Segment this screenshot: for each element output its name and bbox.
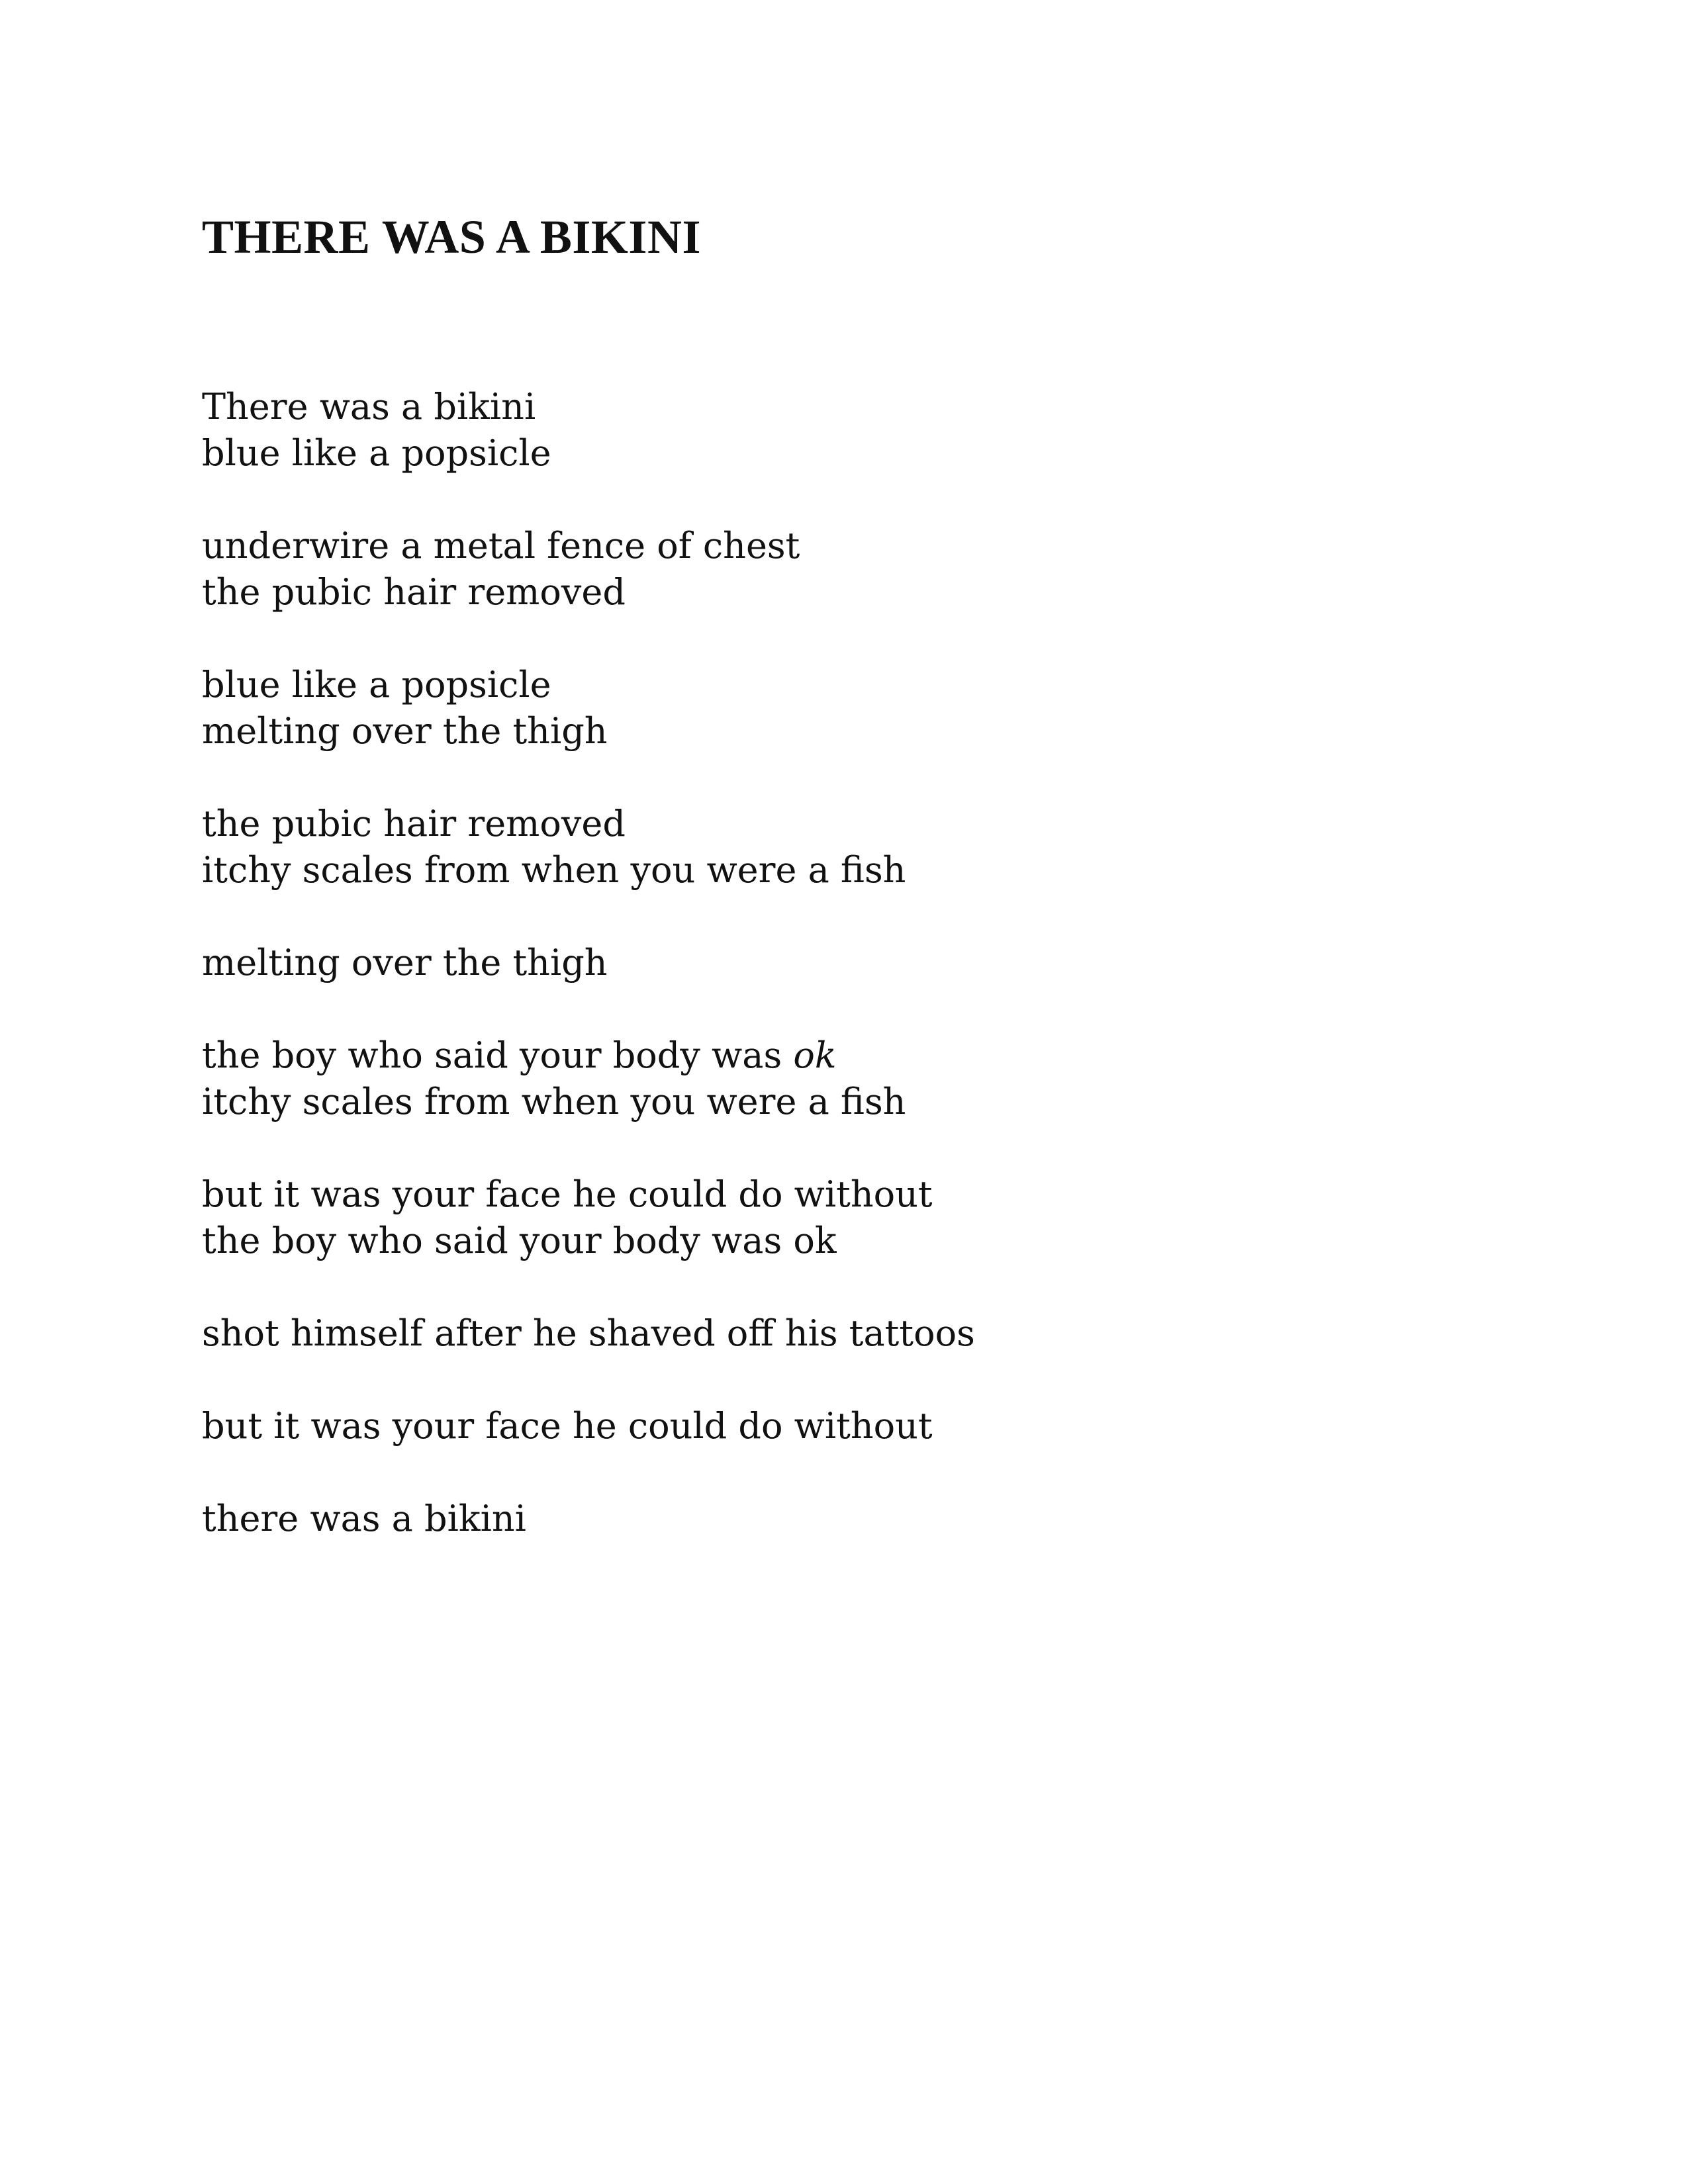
poem-line: blue like a popsicle (202, 664, 551, 705)
stanza (202, 940, 1592, 986)
poem-line: there was a bikini (202, 1498, 526, 1539)
poem-line: There was a bikini (202, 386, 536, 428)
poem-body (202, 384, 1592, 1588)
poem-line: but it was your face he could do without (202, 1405, 933, 1447)
stanza (202, 1310, 1592, 1357)
stanza (202, 384, 1592, 477)
poem-line-with-emphasis (202, 1032, 1592, 1079)
poem-line-text: the boy who said your body was (202, 1034, 794, 1076)
stanza (202, 1496, 1592, 1542)
poem-line: itchy scales from when you were a fish (202, 849, 906, 891)
poem-line: but it was your face he could do without (202, 1173, 933, 1215)
stanza (202, 523, 1592, 615)
poem-line: the boy who said your body was ok (202, 1220, 837, 1261)
stanza (202, 1171, 1592, 1264)
poem-line: shot himself after he shaved off his tattoos (202, 1312, 975, 1354)
poem-line: underwire a metal fence of chest (202, 525, 800, 567)
poem-line: the pubic hair removed (202, 571, 626, 613)
poem-line: melting over the thigh (202, 942, 608, 983)
stanza (202, 662, 1592, 754)
poem-line: blue like a popsicle (202, 432, 551, 474)
poem-line: the pubic hair removed (202, 803, 626, 844)
poem-title: THERE WAS A BIKINI (202, 210, 701, 263)
stanza (202, 1403, 1592, 1449)
poem-line: melting over the thigh (202, 710, 608, 752)
emphasized-word: ok (793, 1034, 837, 1076)
stanza (202, 1032, 1592, 1125)
stanza (202, 801, 1592, 893)
poem-line: itchy scales from when you were a fish (202, 1081, 906, 1122)
